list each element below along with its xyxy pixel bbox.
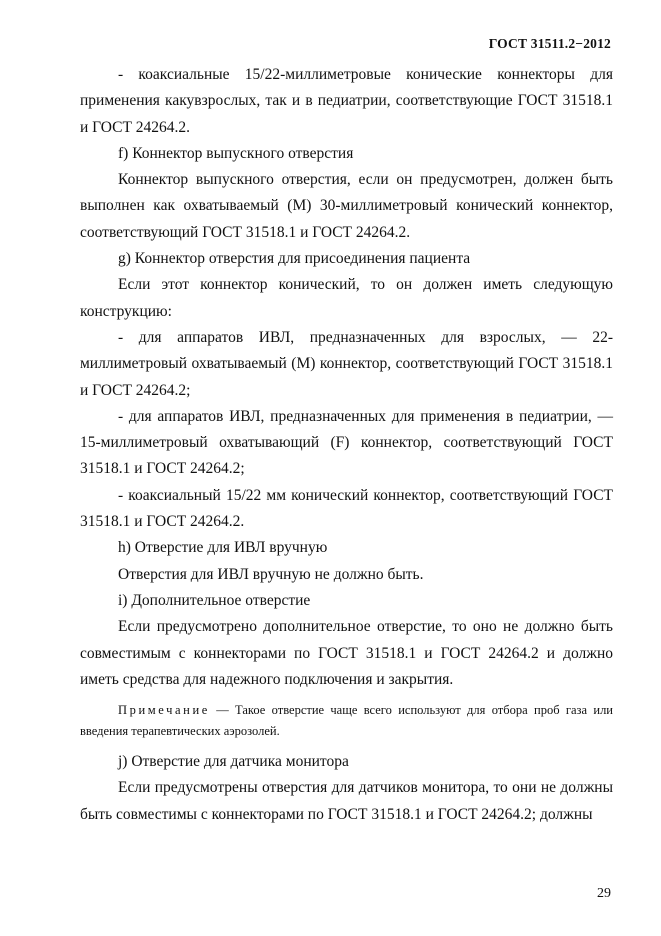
section-heading-h: h) Отверстие для ИВЛ вручную [118, 539, 328, 557]
section-heading-g: g) Коннектор отверстия для присоединения пациента [118, 250, 471, 268]
note-text: — Такое отверстие чаще всего используют для отбора проб газа или введения терапевтических аэрозолей. [80, 703, 613, 739]
section-heading-f: f) Коннектор выпускного отверстия [118, 144, 354, 162]
note [80, 700, 613, 742]
document-body [80, 62, 613, 828]
page-number: 29 [597, 886, 611, 901]
document-header: ГОСТ 31511.2−2012 [488, 36, 611, 51]
list-item-coaxial: - коаксиальный 15/22 мм конический коннектор, соответствующий ГОСТ 31518.1 и ГОСТ 24264.2. [80, 486, 613, 531]
list-item-adult: - для аппаратов ИВЛ, предназначенных для взрослых, — 22-миллиметровый охватываемый (М) коннектор, соответствующий ГОСТ 31518.1 и ГОСТ 24264.2; [80, 328, 613, 399]
note-label: Примечание [118, 703, 210, 718]
paragraph-additional-port: Если предусмотрено дополнительное отверстие, то оно не должно быть совместимым с коннекторами по ГОСТ 31518.1 и ГОСТ 24264.2 и должно иметь средства для надежного подключения и закрытия. [80, 618, 613, 688]
section-heading-i: i) Дополнительное отверстие [118, 591, 311, 609]
paragraph-exhaust-connector: Коннектор выпускного отверстия, если он предусмотрен, должен быть выполнен как охватываемый (М) 30-миллиметровый конический коннектор, соответствующий ГОСТ 31518.1 и ГОСТ 24264.2. [80, 171, 613, 241]
list-item-coaxial-connectors: - коаксиальные 15/22-миллиметровые конические коннекторы для применения какувзрослых, так и в педиатрии, соответствующие ГОСТ 31518.1 и ГОСТ 24264.2. [80, 66, 613, 136]
paragraph-manual-ventilation: Отверстия для ИВЛ вручную не должно быть. [118, 565, 424, 583]
list-item-pediatric: - для аппаратов ИВЛ, предназначенных для применения в педиатрии, — 15-миллиметровый охватывающий (F) коннектор, соответствующий ГОСТ 31518.1 и ГОСТ 24264.2; [80, 407, 613, 478]
paragraph-monitor-port: Если предусмотрены отверстия для датчиков монитора, то они не должны быть совместимы с коннекторами по ГОСТ 31518.1 и ГОСТ 24264.2; должны [80, 779, 613, 823]
paragraph-patient-connector: Если этот коннектор конический, то он должен иметь следующую конструкцию: [80, 276, 613, 320]
section-heading-j: j) Отверстие для датчика монитора [118, 753, 349, 771]
